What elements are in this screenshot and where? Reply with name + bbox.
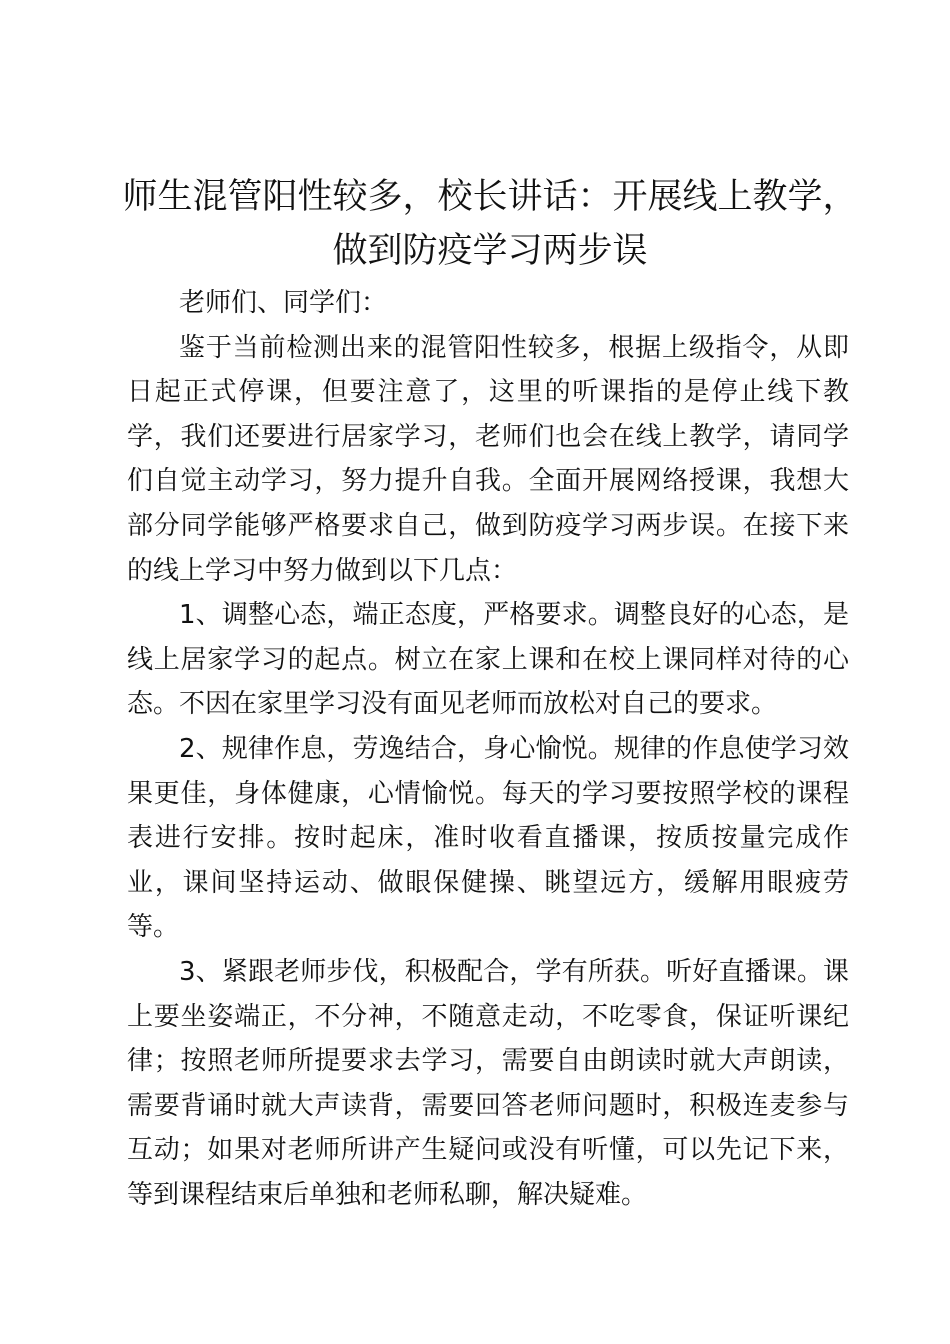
document-body bbox=[127, 281, 849, 1217]
document-title: 师生混管阳性较多，校长讲话：开展线上教学，做到防疫学习两步误 bbox=[122, 177, 858, 271]
paragraph-point-2: 2、规律作息，劳逸结合，身心愉悦。规律的作息使学习效果更佳，身体健康，心情愉悦。每天的学习要按照学校的课程表进行安排。按时起床，准时收看直播课，按质按量完成作业，课间坚持运动、做眼保健操、眺望远方，缓解用眼疲劳等。 bbox=[127, 733, 849, 943]
paragraph-greeting: 老师们、同学们： bbox=[179, 288, 388, 318]
paragraph-point-3: 3、紧跟老师步伐，积极配合，学有所获。听好直播课。课上要坐姿端正，不分神，不随意走动，不吃零食，保证听课纪律；按照老师所提要求去学习，需要自由朗读时就大声朗读，需要背诵时就大声读背，需要回答老师问题时，积极连麦参与互动；如果对老师所讲产生疑问或没有听懂，可以先记下来，等到课程结束后单独和老师私聊，解决疑难。 bbox=[127, 956, 849, 1210]
paragraph-intro: 鉴于当前检测出来的混管阳性较多，根据上级指令，从即日起正式停课，但要注意了，这里的听课指的是停止线下教学，我们还要进行居家学习，老师们也会在线上教学，请同学们自觉主动学习，努力提升自我。全面开展网络授课，我想大部分同学能够严格要求自己，做到防疫学习两步误。在接下来的线上学习中努力做到以下几点： bbox=[127, 332, 849, 586]
paragraph-point-1: 1、调整心态，端正态度，严格要求。调整良好的心态，是线上居家学习的起点。树立在家上课和在校上课同样对待的心态。不因在家里学习没有面见老师而放松对自己的要求。 bbox=[127, 600, 849, 720]
